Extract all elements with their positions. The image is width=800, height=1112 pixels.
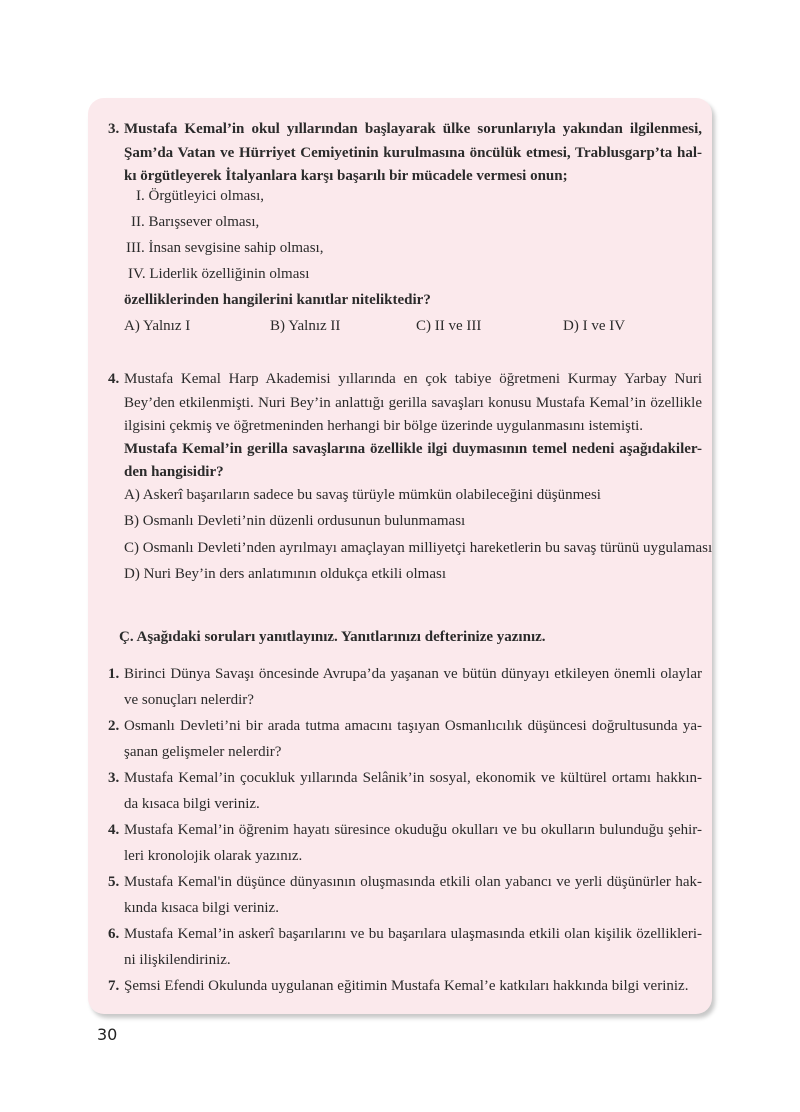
open-question-1 — [108, 661, 702, 713]
question-prompt-line: Mustafa Kemal’in gerilla savaşlarına özellikle ilgi duymasının temel nedeni aşağıdakiler- — [124, 441, 702, 457]
question-text-line: ve sonuçları nelerdir? — [124, 692, 254, 708]
question-number: 7. — [108, 978, 120, 994]
question-text-line: Şemsi Efendi Okulunda uygulanan eğitimin Mustafa Kemal’e katkıları hakkında bilgi veriniz. — [124, 978, 689, 994]
question-number: 2. — [108, 718, 120, 734]
statement-i: I. Örgütleyici olması, — [136, 188, 265, 204]
question-prompt: özelliklerinden hangilerini kanıtlar niteliktedir? — [124, 292, 431, 308]
answer-options — [124, 315, 704, 338]
question-number: 3. — [108, 121, 120, 137]
open-question-6 — [108, 921, 702, 973]
section-title: Ç. Aşağıdaki soruları yanıtlayınız. Yanıtlarınızı defterinize yazınız. — [119, 629, 546, 645]
statement-ii: II. Barışsever olması, — [131, 214, 260, 230]
question-text-line: Şam’da Vatan ve Hürriyet Cemiyetinin kurulmasına öncülük etmesi, Trablusgarp’ta hal- — [124, 144, 702, 161]
open-question-5 — [108, 869, 702, 921]
question-text-line: kı örgütleyerek İtalyanlara karşı başarılı bir mücadele vermesi onun; — [124, 168, 568, 184]
question-text-line: Mustafa Kemal’in askerî başarılarını ve bu başarılara ulaşmasında etkili olan kişilik özellikleri- — [124, 926, 702, 942]
option-b[interactable]: B) Osmanlı Devleti’nin düzenli ordusunun bulunmaması — [124, 513, 466, 529]
open-question-3 — [108, 765, 702, 817]
question-4-options — [124, 484, 713, 584]
question-number: 6. — [108, 926, 120, 942]
question-text-line: Mustafa Kemal'in düşünce dünyasının oluşmasında etkili olan yabancı ve yerli düşünürler hak- — [124, 874, 702, 890]
question-number: 4. — [108, 822, 120, 838]
question-text-line: da kısaca bilgi veriniz. — [124, 796, 260, 812]
option-a[interactable]: A) Askerî başarıların sadece bu savaş türüyle mümkün olabileceğini düşünmesi — [124, 487, 601, 503]
open-question-2 — [108, 713, 702, 765]
question-text-line: şanan gelişmeler nelerdir? — [124, 744, 282, 760]
question-text-line: ni ilişkilendiriniz. — [124, 952, 231, 968]
option-d[interactable]: D) I ve IV — [563, 318, 626, 334]
option-a[interactable]: A) Yalnız I — [124, 318, 191, 334]
question-4-prompt — [124, 438, 702, 484]
question-4 — [108, 368, 702, 439]
question-text-line: leri kronolojik olarak yazınız. — [124, 848, 303, 864]
question-text-line: Osmanlı Devleti’ni bir arada tutma amacını taşıyan Osmanlıcılık düşüncesi doğrultusunda ya- — [124, 718, 702, 734]
option-d[interactable]: D) Nuri Bey’in ders anlatımının oldukça etkili olması — [124, 566, 447, 582]
option-c[interactable]: C) Osmanlı Devleti’nden ayrılmayı amaçlayan milliyetçi hareketlerin bu savaş türünü uygulaması — [124, 540, 713, 556]
statement-iii: III. İnsan sevgisine sahip olması, — [126, 240, 324, 256]
option-c[interactable]: C) II ve III — [416, 318, 482, 334]
open-question-4 — [108, 817, 702, 869]
option-b[interactable]: B) Yalnız II — [270, 318, 341, 334]
statement-iv: IV. Liderlik özelliğinin olması — [128, 266, 310, 282]
question-number: 5. — [108, 874, 120, 890]
question-number: 1. — [108, 666, 120, 682]
question-text-line: Mustafa Kemal’in öğrenim hayatı süresince okuduğu okulları ve bu okulların bulunduğu şehir- — [124, 822, 702, 838]
question-text-line: Mustafa Kemal’in okul yıllarından başlayarak ülke sorunlarıyla yakından ilgilenmesi, — [124, 121, 702, 137]
page-number: 30 — [97, 1025, 118, 1044]
question-prompt-line: den hangisidir? — [124, 464, 224, 480]
open-question-7 — [108, 973, 702, 999]
question-number: 3. — [108, 770, 120, 786]
question-3 — [108, 118, 702, 189]
question-text-line: ilgisini çekmiş ve öğretmeninden herhangi bir bölge üzerinde uygulanmasını istemişti. — [124, 418, 644, 434]
question-text-line: Birinci Dünya Savaşı öncesinde Avrupa’da yaşanan ve bütün dünyayı etkileyen önemli olaylar — [124, 666, 702, 682]
question-text-line: kında kısaca bilgi veriniz. — [124, 900, 279, 916]
question-number: 4. — [108, 371, 120, 387]
question-text-line: Mustafa Kemal’in çocukluk yıllarında Selânik’in sosyal, ekonomik ve kültürel ortamı hakkın- — [124, 770, 702, 786]
question-text-line: Bey’den etkilenmişti. Nuri Bey’in anlattığı gerilla savaşları konusu Mustafa Kemal’in özellikle — [124, 394, 702, 411]
question-text-line: Mustafa Kemal Harp Akademisi yıllarında en çok tabiye öğretmeni Kurmay Yarbay Nuri — [124, 371, 702, 387]
